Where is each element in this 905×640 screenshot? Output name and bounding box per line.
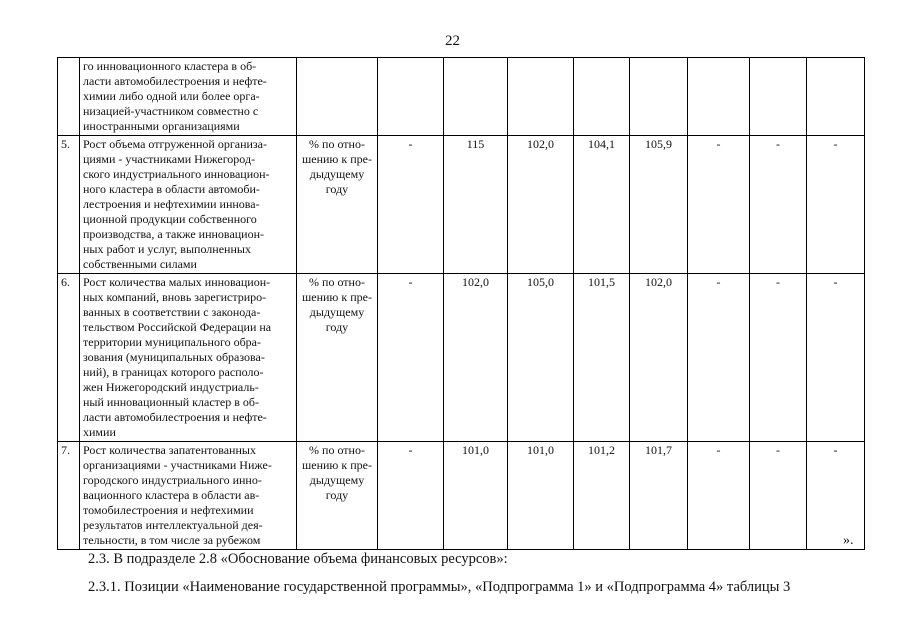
unit-cell: % по отно- шению к пре- дыдущему году: [297, 136, 378, 274]
row-number: [58, 58, 80, 136]
value-cell: 104,1: [574, 136, 630, 274]
value-cell: -: [688, 274, 750, 442]
value-cell: -: [378, 442, 444, 550]
paragraph-2-3-1: 2.3.1. Позиции «Наименование государственной программы», «Подпрограмма 1» и «Подпрограмма 4» таблицы 3: [88, 579, 791, 595]
value-cell: -: [378, 136, 444, 274]
value-cell: 115: [444, 136, 508, 274]
value-cell: 105,9: [630, 136, 688, 274]
value-cell: [508, 58, 574, 136]
row-number: 6.: [58, 274, 80, 442]
indicator-name: го инновационного кластера в об- ласти автомобилестроения и нефте- химии либо одной или более орга- низацией-участником совместно с иностранными организациями: [80, 58, 297, 136]
table-row: [58, 442, 865, 550]
table-row: [58, 274, 865, 442]
unit-cell: % по отно- шению к пре- дыдущему году: [297, 442, 378, 550]
value-cell: [688, 58, 750, 136]
value-cell: 101,5: [574, 274, 630, 442]
closing-quote: ».: [843, 533, 854, 548]
indicator-name: Рост объема отгруженной организа- циями - участниками Нижегород- ского индустриального инновацион- ного кластера в области автомоби- лестроения и нефтехимии иннова- ционной продукции собственного производства, а также инновацион- ных работ и услуг, выполненных собственными силами: [80, 136, 297, 274]
value-cell: -: [378, 274, 444, 442]
unit-cell: [297, 58, 378, 136]
value-cell: -: [750, 136, 807, 274]
value-cell: -: [688, 136, 750, 274]
value-cell: 102,0: [630, 274, 688, 442]
value-cell: -: [807, 274, 865, 442]
indicator-name: Рост количества запатентованных организациями - участниками Ниже- городского индустриального инно- вационного кластера в области ав- томобилестроения и нефтехимии результатов интеллектуальной дея- тельности, в том числе за рубежом: [80, 442, 297, 550]
value-cell: [630, 58, 688, 136]
indicators-table: [57, 57, 865, 550]
value-cell: 102,0: [444, 274, 508, 442]
indicator-name: Рост количества малых инновацион- ных компаний, вновь зарегистриро- ванных в соответствии с законода- тельством Российской Федерации на территории муниципального обра- зования (муниципальных образова- ний), в границах которого располо- жен Нижегородский индустриаль- ный инновационный кластер в об- ласти автомобилестроения и нефте- химии: [80, 274, 297, 442]
value-cell: [378, 58, 444, 136]
value-cell: [750, 58, 807, 136]
value-cell: 102,0: [508, 136, 574, 274]
row-number: 7.: [58, 442, 80, 550]
value-cell: -: [807, 136, 865, 274]
value-cell: 101,7: [630, 442, 688, 550]
value-cell: 101,0: [508, 442, 574, 550]
value-cell: [574, 58, 630, 136]
table-row: [58, 58, 865, 136]
value-cell: [807, 58, 865, 136]
value-cell: 101,0: [444, 442, 508, 550]
value-cell: -: [807, 442, 865, 550]
value-cell: 105,0: [508, 274, 574, 442]
page-number: 22: [445, 33, 460, 49]
row-number: 5.: [58, 136, 80, 274]
paragraph-2-3: 2.3. В подразделе 2.8 «Обоснование объема финансовых ресурсов»:: [88, 551, 508, 567]
unit-cell: % по отно- шению к пре- дыдущему году: [297, 274, 378, 442]
value-cell: -: [750, 442, 807, 550]
table-row: [58, 136, 865, 274]
value-cell: -: [750, 274, 807, 442]
value-cell: 101,2: [574, 442, 630, 550]
value-cell: [444, 58, 508, 136]
value-cell: -: [688, 442, 750, 550]
table-body: [58, 58, 865, 550]
